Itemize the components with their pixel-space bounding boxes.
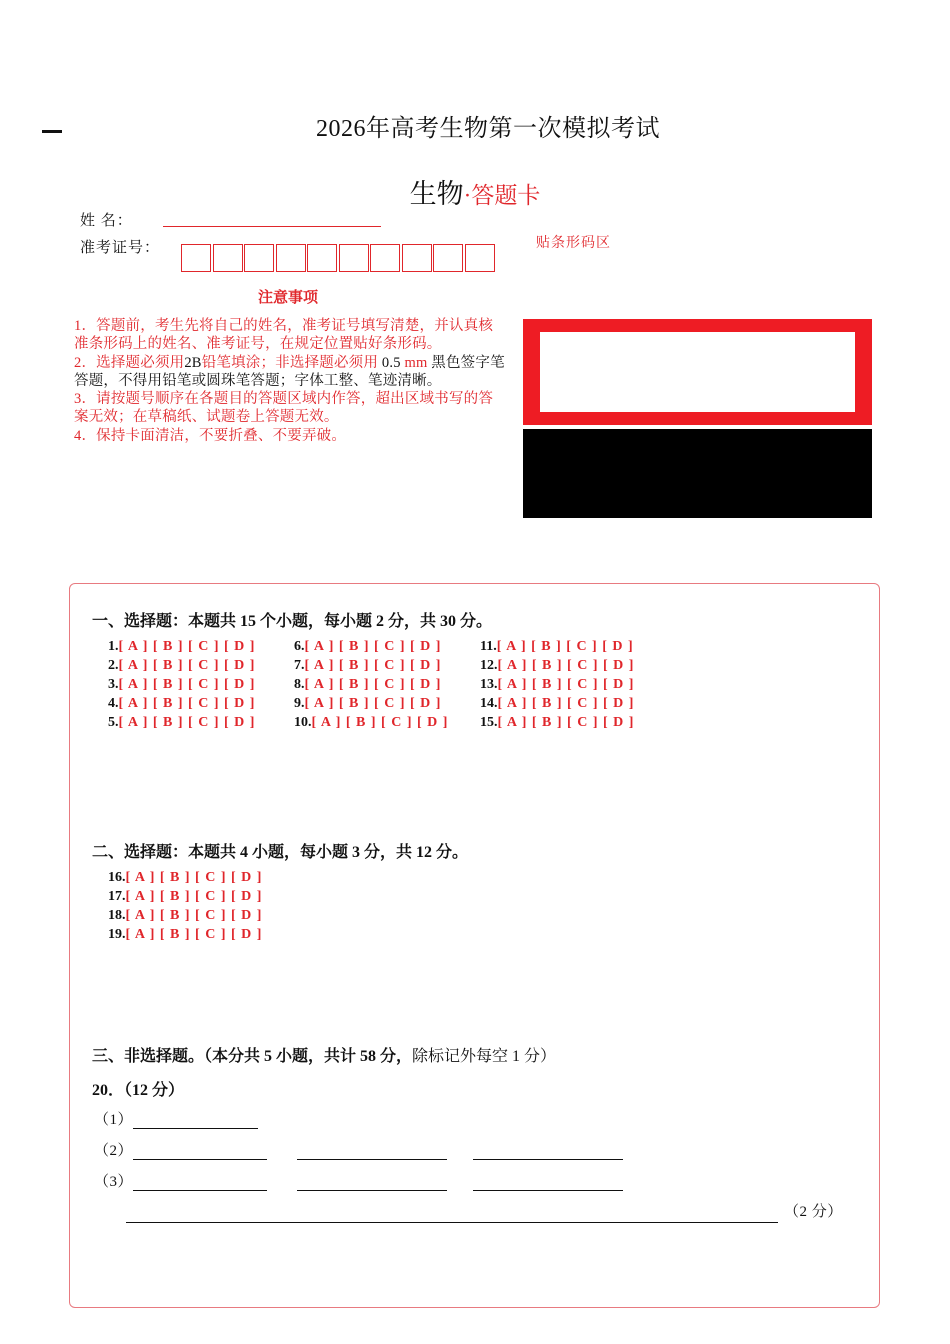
answer-blank[interactable] bbox=[473, 1190, 623, 1191]
answer-blank[interactable] bbox=[297, 1190, 447, 1191]
section2-title: 二、选择题：本题共 4 小题，每小题 3 分，共 12 分。 bbox=[92, 844, 469, 861]
answer-blank[interactable] bbox=[133, 1128, 258, 1129]
choice-row[interactable]: 17.[ A ] [ B ] [ C ] [ D ] bbox=[108, 889, 263, 904]
section3-title: 三、非选择题。（本分共 5 小题，共计 58 分，除标记外每空 1 分） bbox=[92, 1048, 557, 1065]
notice-item-3: 3．请按题号顺序在各题目的答题区域内作答，超出区域书写的答案无效；在草稿纸、试题卷上答题无效。 bbox=[74, 391, 494, 426]
section2-col-1 bbox=[108, 868, 262, 944]
id-digit-box[interactable] bbox=[433, 244, 463, 272]
q20-part-3-long bbox=[126, 1200, 843, 1221]
answer-blank[interactable] bbox=[297, 1159, 447, 1160]
notice-title: 注意事项 bbox=[258, 288, 319, 306]
q20-part-2: （2） bbox=[94, 1139, 623, 1160]
points-note: （2 分） bbox=[784, 1204, 843, 1220]
section1-col-1 bbox=[108, 637, 255, 732]
choice-row[interactable]: 15.[ A ] [ B ] [ C ] [ D ] bbox=[480, 715, 635, 730]
choice-row[interactable]: 1.[ A ] [ B ] [ C ] [ D ] bbox=[108, 639, 256, 654]
choice-row[interactable]: 5.[ A ] [ B ] [ C ] [ D ] bbox=[108, 715, 256, 730]
choice-row[interactable]: 19.[ A ] [ B ] [ C ] [ D ] bbox=[108, 927, 263, 942]
choice-row[interactable]: 8.[ A ] [ B ] [ C ] [ D ] bbox=[294, 677, 442, 692]
choice-row[interactable]: 12.[ A ] [ B ] [ C ] [ D ] bbox=[480, 658, 635, 673]
notice-item-2: 2．选择题必须用2B铅笔填涂；非选择题必须用 0.5 mm 黑色签字笔答题，不得用铅笔或圆珠笔答题；字体工整、笔迹清晰。 bbox=[74, 354, 505, 389]
id-label: 准考证号： bbox=[80, 240, 161, 256]
name-label: 姓 名： bbox=[80, 213, 133, 229]
notice-body bbox=[74, 317, 506, 445]
choice-row[interactable]: 16.[ A ] [ B ] [ C ] [ D ] bbox=[108, 870, 263, 885]
choice-row[interactable]: 7.[ A ] [ B ] [ C ] [ D ] bbox=[294, 658, 442, 673]
choice-row[interactable]: 3.[ A ] [ B ] [ C ] [ D ] bbox=[108, 677, 256, 692]
section1-col-3 bbox=[480, 637, 634, 732]
subject-label: 生物 bbox=[409, 179, 464, 209]
choice-row[interactable]: 10.[ A ] [ B ] [ C ] [ D ] bbox=[294, 715, 449, 730]
section1-col-2 bbox=[294, 637, 448, 732]
q20-part-1: （1） bbox=[94, 1108, 258, 1129]
id-digit-box[interactable] bbox=[181, 244, 211, 272]
id-digit-box[interactable] bbox=[307, 244, 337, 272]
notice-item-1: 1．答题前，考生先将自己的姓名，准考证号填写清楚，并认真核准条形码上的姓名、准考证号，在规定位置贴好条形码。 bbox=[74, 318, 494, 353]
choice-row[interactable]: 2.[ A ] [ B ] [ C ] [ D ] bbox=[108, 658, 256, 673]
choice-row[interactable]: 9.[ A ] [ B ] [ C ] [ D ] bbox=[294, 696, 442, 711]
answer-blank[interactable] bbox=[133, 1159, 267, 1160]
section1-title: 一、选择题：本题共 15 个小题，每小题 2 分，共 30 分。 bbox=[92, 613, 493, 630]
id-digit-box[interactable] bbox=[465, 244, 495, 272]
id-digit-box[interactable] bbox=[402, 244, 432, 272]
question-20-title: 20．（12 分） bbox=[92, 1082, 185, 1099]
id-digit-box[interactable] bbox=[276, 244, 306, 272]
card-title bbox=[0, 172, 950, 211]
exam-title: 2026年高考生物第一次模拟考试 bbox=[316, 116, 660, 142]
id-digit-box[interactable] bbox=[244, 244, 274, 272]
id-digit-box[interactable] bbox=[339, 244, 369, 272]
barcode-sticker-area bbox=[540, 332, 855, 412]
choice-row[interactable]: 4.[ A ] [ B ] [ C ] [ D ] bbox=[108, 696, 256, 711]
id-digit-box[interactable] bbox=[213, 244, 243, 272]
choice-row[interactable]: 13.[ A ] [ B ] [ C ] [ D ] bbox=[480, 677, 635, 692]
choice-row[interactable]: 6.[ A ] [ B ] [ C ] [ D ] bbox=[294, 639, 442, 654]
notice-item-4: 4．保持卡面清洁，不要折叠、不要弄破。 bbox=[74, 427, 347, 444]
answer-blank[interactable] bbox=[126, 1222, 778, 1223]
q20-part-3: （3） bbox=[94, 1170, 623, 1191]
barcode-black-block bbox=[523, 429, 872, 518]
id-number-boxes bbox=[181, 244, 495, 272]
choice-row[interactable]: 18.[ A ] [ B ] [ C ] [ D ] bbox=[108, 908, 263, 923]
barcode-area-label: 贴条形码区 bbox=[536, 236, 611, 251]
choice-row[interactable]: 11.[ A ] [ B ] [ C ] [ D ] bbox=[480, 639, 634, 654]
name-field[interactable] bbox=[163, 226, 381, 227]
answer-blank[interactable] bbox=[473, 1159, 623, 1160]
title-separator: · bbox=[463, 183, 472, 208]
answer-card-label: 答题卡 bbox=[471, 183, 541, 208]
choice-row[interactable]: 14.[ A ] [ B ] [ C ] [ D ] bbox=[480, 696, 635, 711]
answer-blank[interactable] bbox=[133, 1190, 267, 1191]
id-digit-box[interactable] bbox=[370, 244, 400, 272]
